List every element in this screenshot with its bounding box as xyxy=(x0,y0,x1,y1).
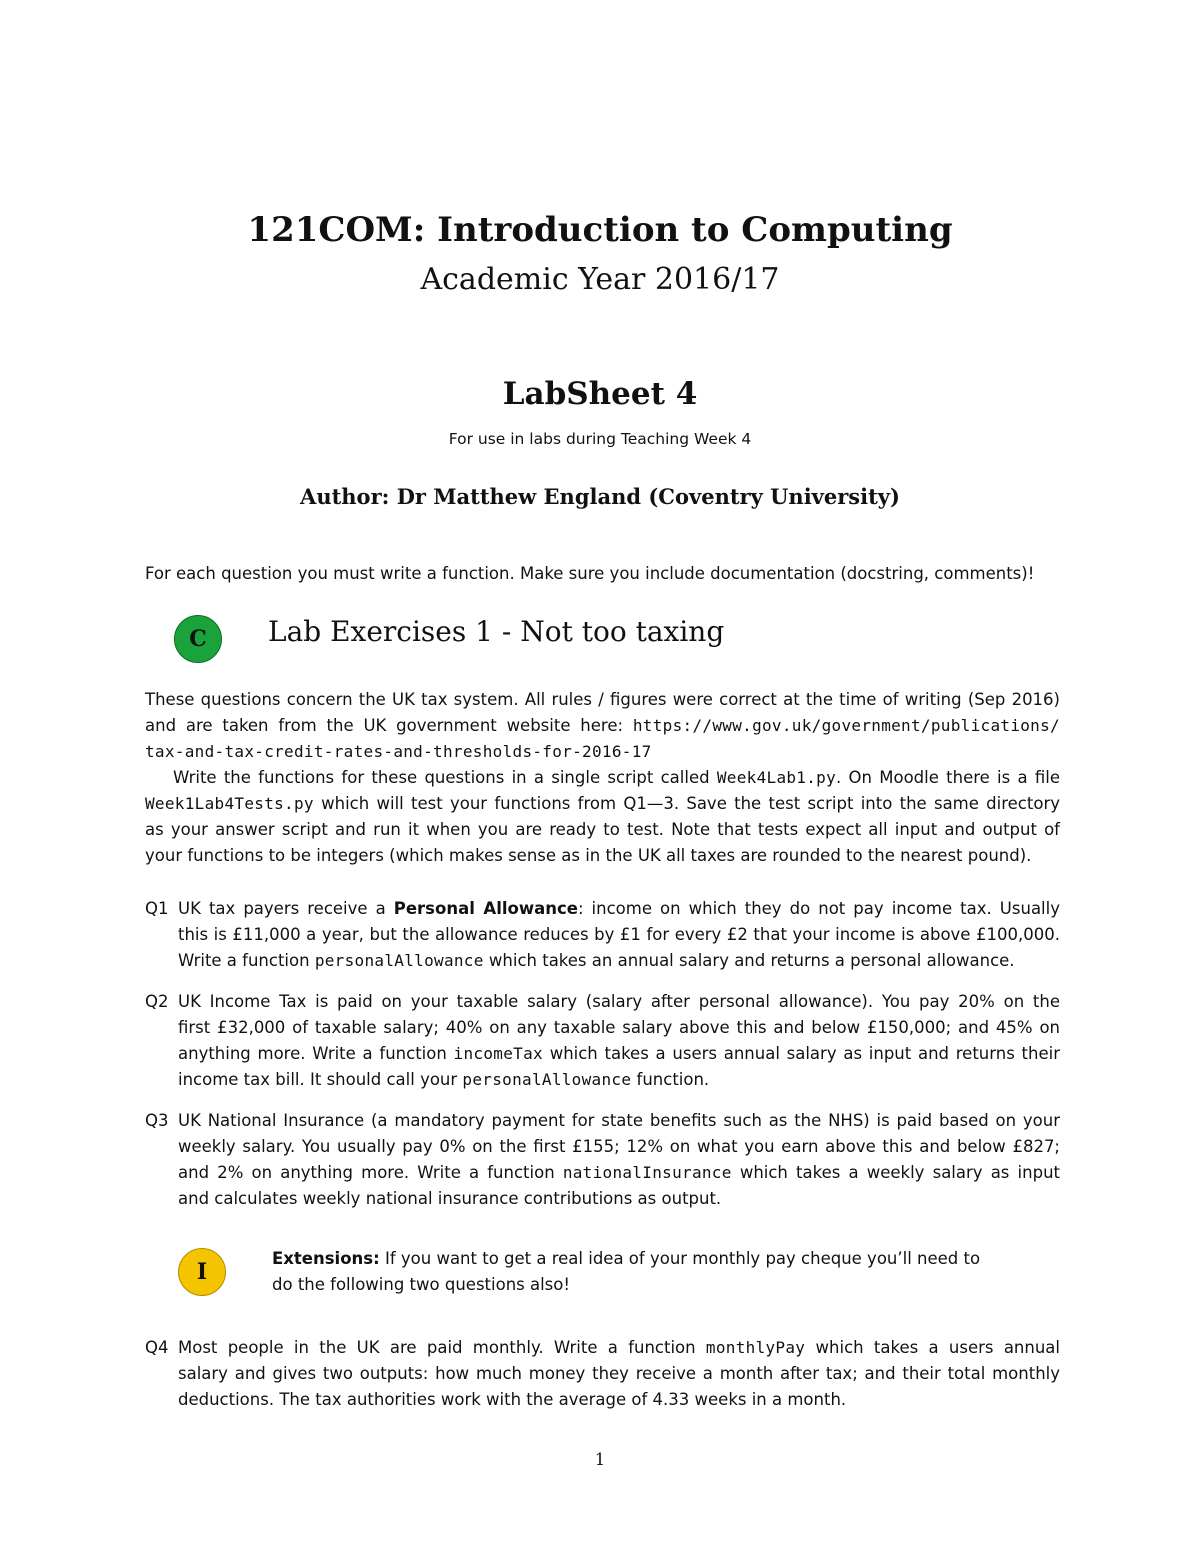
question-text: which takes a weekly salary as input xyxy=(731,1163,1060,1182)
tests-filename: Week1Lab4Tests.py xyxy=(145,794,314,813)
paragraph-text: and are taken from the UK government website here: xyxy=(145,716,633,735)
paragraph-line: your functions to be integers (which makes sense as in the UK all taxes are rounded to the nearest pound). xyxy=(145,846,1032,865)
extensions-note xyxy=(272,1246,980,1298)
question-label: Q2 xyxy=(145,992,169,1011)
term-personal-allowance: Personal Allowance xyxy=(393,899,578,918)
question-line xyxy=(178,948,1060,974)
intro-text xyxy=(145,561,1060,587)
question-text: : income on which they do not pay income tax. Usually xyxy=(577,899,1060,918)
document-title: 121COM: Introduction to Computing xyxy=(247,210,953,250)
question-label: Q3 xyxy=(145,1111,169,1130)
author-line: Author: Dr Matthew England (Coventry University) xyxy=(300,484,900,509)
question-text: Write a function xyxy=(178,951,315,970)
question-text: Most people in the UK are paid monthly. Write a function xyxy=(178,1338,706,1357)
question-body xyxy=(178,989,1060,1093)
question-text: anything more. Write a function xyxy=(178,1044,454,1063)
question-line: deductions. The tax authorities work with the average of 4.33 weeks in a month. xyxy=(178,1390,847,1409)
extensions-line: do the following two questions also! xyxy=(272,1275,570,1294)
function-name: personalAllowance xyxy=(462,1070,632,1089)
question-line xyxy=(178,896,1060,922)
extensions-text: If you want to get a real idea of your monthly pay cheque you’ll need to xyxy=(379,1249,981,1268)
paragraph-line xyxy=(145,739,1060,765)
important-badge-label: I xyxy=(196,1259,208,1285)
question-text: which takes a users annual xyxy=(805,1338,1060,1357)
gov-url-part2[interactable]: tax-and-tax-credit-rates-and-thresholds-for-2016-17 xyxy=(145,742,652,761)
question-label: Q4 xyxy=(145,1338,169,1357)
question-q3 xyxy=(145,1108,1060,1212)
script-filename: Week4Lab1.py xyxy=(716,768,837,787)
question-body xyxy=(178,896,1060,974)
extensions-line xyxy=(272,1246,980,1272)
question-q2 xyxy=(145,989,1060,1093)
usage-note: For use in labs during Teaching Week 4 xyxy=(448,430,752,448)
question-line: and calculates weekly national insurance contributions as output. xyxy=(178,1189,722,1208)
question-line xyxy=(178,1160,1060,1186)
question-line: salary and gives two outputs: how much money they receive a month after tax; and their total monthly xyxy=(178,1364,1060,1383)
academic-year: Academic Year 2016/17 xyxy=(420,262,780,297)
extensions-heading: Extensions: xyxy=(272,1249,380,1268)
question-body xyxy=(178,1335,1060,1413)
labsheet-title: LabSheet 4 xyxy=(502,376,698,412)
question-line xyxy=(178,1067,1060,1093)
intro-line: For each question you must write a function. Make sure you include documentation (docstring, comments)! xyxy=(145,564,1035,583)
function-name: personalAllowance xyxy=(314,951,484,970)
question-line: this is £11,000 a year, but the allowance reduces by £1 for every £2 that your income is above £100,000. xyxy=(178,925,1060,944)
question-line: UK National Insurance (a mandatory payment for state benefits such as the NHS) is paid based on your xyxy=(178,1111,1060,1130)
function-name: incomeTax xyxy=(453,1044,543,1063)
core-badge-label: C xyxy=(189,626,207,652)
paragraph-text: Write the functions for these questions in a single script called xyxy=(173,768,717,787)
question-text: income tax bill. It should call your xyxy=(178,1070,463,1089)
paragraph-line: These questions concern the UK tax system. All rules / figures were correct at the time of writing (Sep 2016) xyxy=(145,690,1060,709)
page-number: 1 xyxy=(594,1450,606,1469)
paragraph-text: . On Moodle there is a file xyxy=(836,768,1060,787)
question-q4 xyxy=(145,1335,1060,1413)
function-name: nationalInsurance xyxy=(562,1163,732,1182)
section-paragraph-1 xyxy=(145,687,1060,765)
function-name: monthlyPay xyxy=(705,1338,806,1357)
question-label: Q1 xyxy=(145,899,169,918)
paragraph-line xyxy=(145,791,1060,817)
core-badge-icon xyxy=(174,615,222,663)
question-text: function. xyxy=(631,1070,710,1089)
gov-url-part1[interactable]: https://www.gov.uk/government/publications/ xyxy=(632,716,1060,735)
paragraph-line xyxy=(145,765,1060,791)
question-line: UK Income Tax is paid on your taxable salary (salary after personal allowance). You pay 20% on the xyxy=(178,992,1060,1011)
question-text: which takes an annual salary and returns a personal allowance. xyxy=(483,951,1015,970)
section-title: Lab Exercises 1 - Not too taxing xyxy=(268,615,725,648)
question-text: UK tax payers receive a xyxy=(178,899,394,918)
section-paragraph-2 xyxy=(145,765,1060,869)
question-line: weekly salary. You usually pay 0% on the first £155; 12% on what you earn above this and below £827; xyxy=(178,1137,1060,1156)
question-text: and 2% on anything more. Write a function xyxy=(178,1163,563,1182)
question-line xyxy=(178,1041,1060,1067)
paragraph-line: as your answer script and run it when you are ready to test. Note that tests expect all input and output of xyxy=(145,820,1060,839)
question-text: which takes a users annual salary as input and returns their xyxy=(542,1044,1060,1063)
question-body xyxy=(178,1108,1060,1212)
question-q1 xyxy=(145,896,1060,974)
paragraph-line xyxy=(145,713,1060,739)
important-badge-icon xyxy=(178,1248,226,1296)
paragraph-text: which will test your functions from Q1—3. Save the test script into the same directory xyxy=(313,794,1060,813)
question-line: first £32,000 of taxable salary; 40% on any taxable salary above this and below £150,000; and 45% on xyxy=(178,1018,1060,1037)
question-line xyxy=(178,1335,1060,1361)
